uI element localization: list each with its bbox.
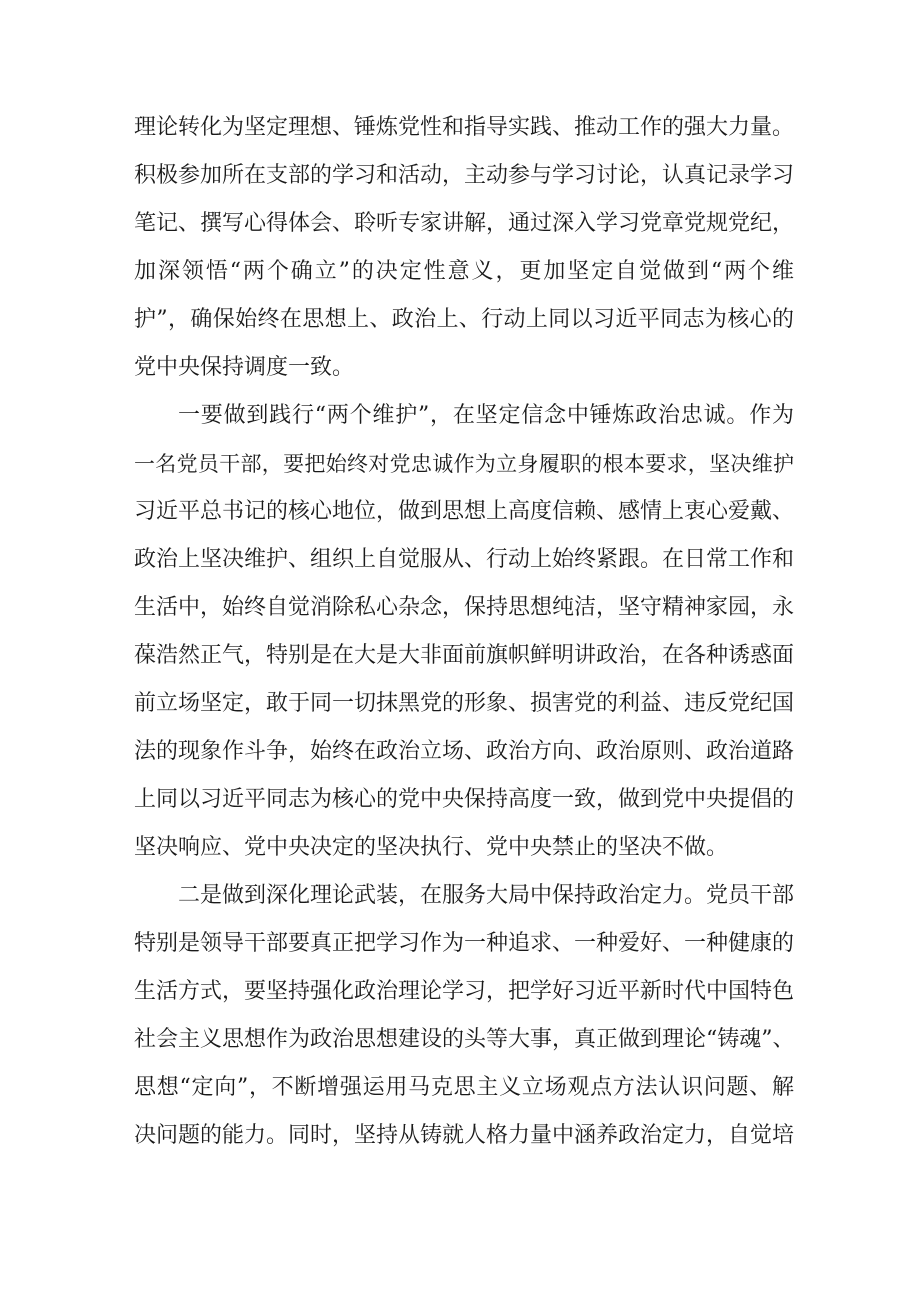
paragraph-3-first-line: 二是做到深化理论武装，在服务大局中保持政治定力。党员干部 <box>178 883 795 908</box>
text-line-11: 生活中，始终自觉消除私心杂念，保持思想纯洁，坚守精神家园，永 <box>134 595 795 620</box>
text-line-20: 社会主义思想作为政治思想建设的头等大事，真正做到理论“铸魂”、 <box>134 1027 795 1052</box>
text-line-22: 决问题的能力。同时，坚持从铸就人格力量中涵养政治定力，自觉培 <box>134 1123 795 1148</box>
text-line-4: 加深领悟“两个确立”的决定性意义，更加坚定自觉做到“两个维 <box>134 259 794 284</box>
text-line-5: 护”，确保始终在思想上、政治上、行动上同以习近平同志为核心的 <box>134 307 794 332</box>
text-line-8: 一名党员干部，要把始终对党忠诚作为立身履职的根本要求，坚决维护 <box>134 452 794 476</box>
text-line-16: 坚决响应、党中央决定的坚决执行、党中央禁止的坚决不做。 <box>134 835 729 860</box>
text-line-2: 积极参加所在支部的学习和活动，主动参与学习讨论，认真记录学习 <box>134 163 795 188</box>
text-line-6: 党中央保持调度一致。 <box>134 355 355 380</box>
text-line-13: 前立场坚定，敢于同一切抹黑党的形象、损害党的利益、违反党纪国 <box>134 691 795 716</box>
text-line-15: 上同以习近平同志为核心的党中央保持高度一致，做到党中央提倡的 <box>134 787 795 812</box>
text-line-1: 理论转化为坚定理想、锤炼党性和指导实践、推动工作的强大力量。 <box>134 115 795 140</box>
text-line-18: 特别是领导干部要真正把学习作为一种追求、一种爱好、一种健康的 <box>134 931 795 956</box>
text-line-21: 思想“定向”，不断增强运用马克思主义立场观点方法认识问题、解 <box>134 1075 794 1100</box>
text-line-10: 政治上坚决维护、组织上自觉服从、行动上始终紧跟。在日常工作和 <box>134 547 795 572</box>
text-line-12: 葆浩然正气，特别是在大是大非面前旗帜鲜明讲政治，在各种诱惑面 <box>134 643 795 668</box>
text-line-9: 习近平总书记的核心地位，做到思想上高度信赖、感情上衷心爱戴、 <box>134 499 795 524</box>
paragraph-2-first-line: 一要做到践行“两个维护”，在坚定信念中锤炼政治忠诚。作为 <box>178 403 794 428</box>
text-line-3: 笔记、撰写心得体会、聆听专家讲解，通过深入学习党章党规党纪， <box>134 211 795 236</box>
text-line-19: 生活方式，要坚持强化政治理论学习，把学好习近平新时代中国特色 <box>134 979 795 1004</box>
text-line-14: 法的现象作斗争，始终在政治立场、政治方向、政治原则、政治道路 <box>134 739 795 764</box>
